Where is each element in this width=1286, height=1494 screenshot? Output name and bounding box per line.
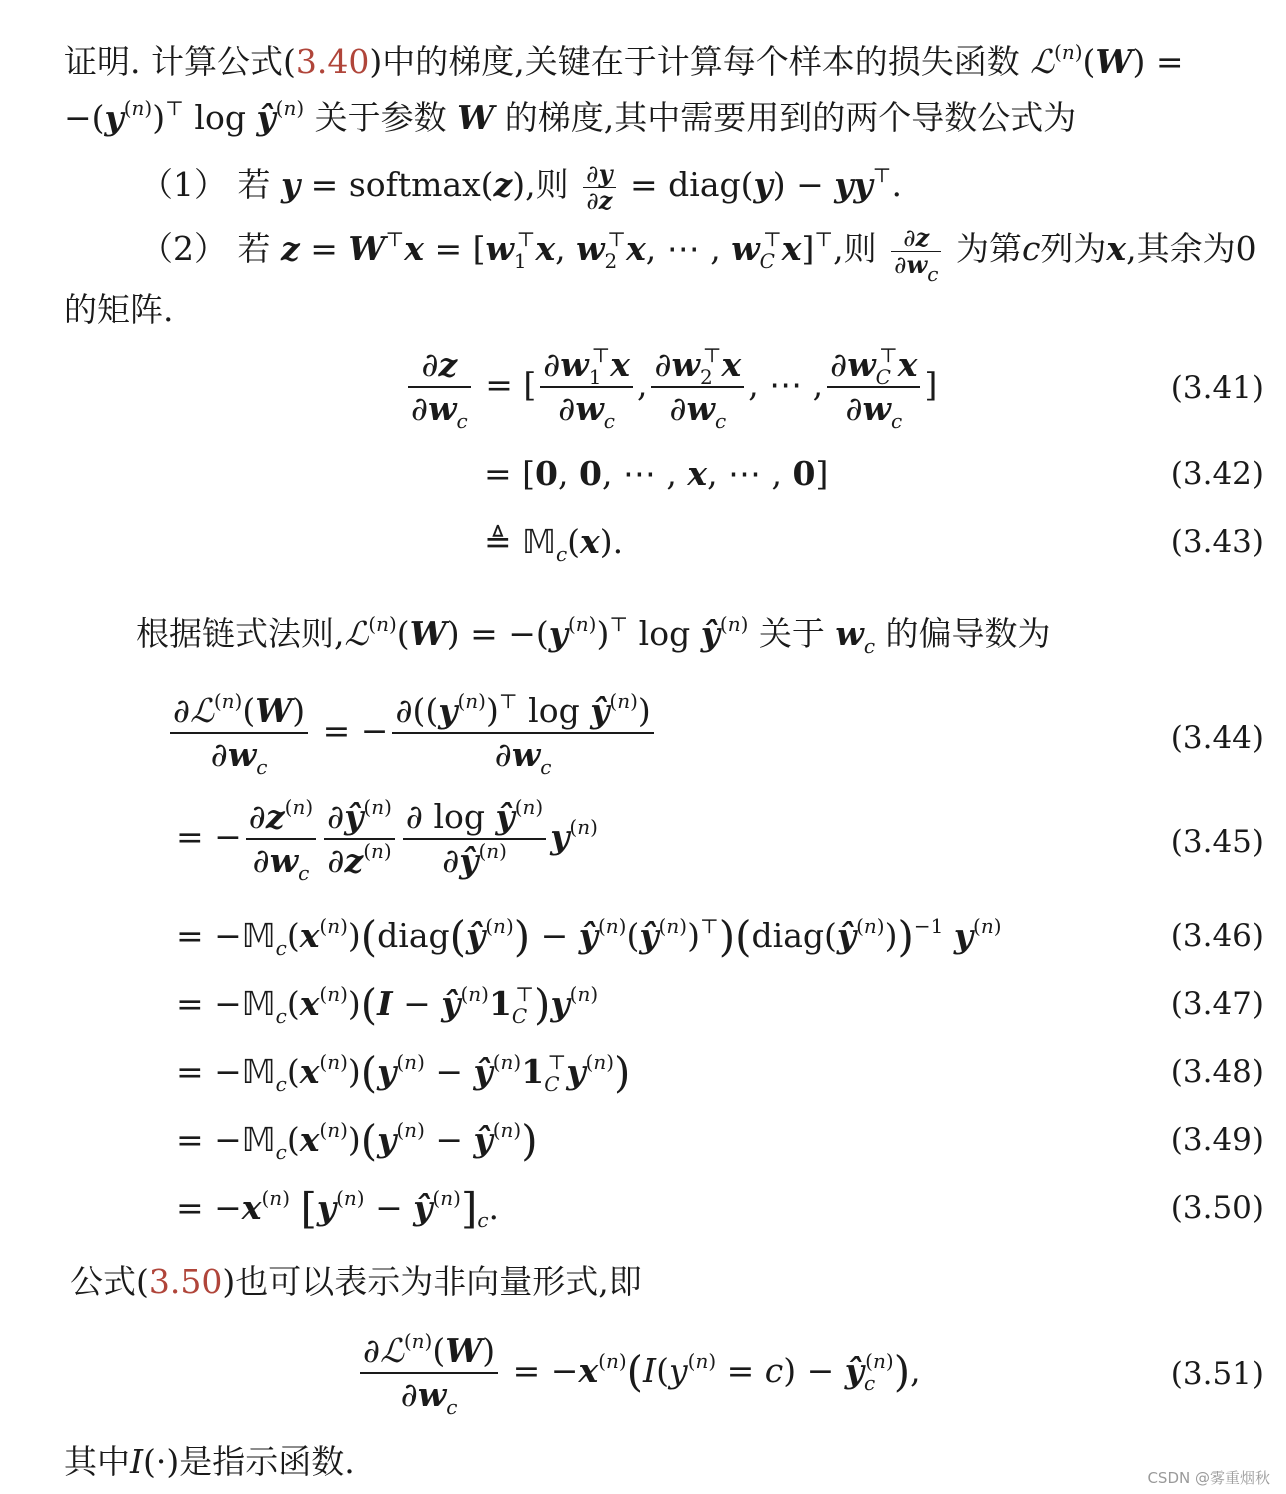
equation-3-51: $\frac{\partial ℒ^{(n)}(W)}{\partial w_c}$ = $-x^{(n)}(I(y^{(n)} = c)$ − $ŷ_c^{(n)}$), [356,1330,921,1416]
column-2-fraction: $\frac{\partial w_2^⊤x}{\partial w_c}$ [651,344,744,430]
item-1-text-b: 则 [535,165,569,204]
paragraph-1-line-2 [64,98,1076,138]
intro-text-b: )中的梯度,关键在于计算每个样本的损失函数 [369,42,1020,81]
item-2-text-e: 其余为0 [1136,229,1257,268]
intro-text-c: 关于参数 [314,98,447,137]
derivative-formula-2: （2） 若 $z = W^⊤x = [w_1^⊤x$, $w_2^⊤x$, ⋯ , $w_C^⊤x]^⊤$,则 $\frac{\partial z}{\partial w_c}$ 为第c列为x,其余为0 [140,222,1257,286]
loss-gradient-rhs: $\frac{\partial((y^{(n)})^⊤ \log ŷ^{(n)})}{\partial w_c}$ [392,690,653,776]
equation-reference-3-50[interactable]: 3.50 [148,1262,223,1301]
loss-function-expression: ℒ$^{(n)}$(W) = [1030,40,1184,81]
paragraph-4-text-a: 其中 [64,1442,130,1481]
paragraph-4: 其中I(·)是指示函数. [64,1442,355,1481]
loss-definition: $-(y^{(n)})^⊤$ $\log ŷ^{(n)}$ [64,96,305,137]
paragraph-3-text-a: 公式( [70,1262,149,1301]
equation-number-3-46: (3.46) [1170,918,1264,954]
weight-wc: w [835,614,864,653]
equation-number-3-48: (3.48) [1170,1054,1264,1090]
vector-x: x [1106,229,1127,268]
dz-dwc-fraction: $\frac{\partial z}{\partial w_c}$ [891,225,941,278]
item-2-text-c: 为第 [955,229,1022,268]
paragraph-2-text-c: 的偏导数为 [885,614,1051,653]
equation-number-3-50: (3.50) [1170,1190,1264,1226]
equation-3-47: = $-𝕄_c(x^{(n)})(I$ − $ŷ^{(n)}1_C^⊤)y^{(n)}$ [176,980,599,1029]
equation-3-49: = $-𝕄_c(x^{(n)})(y^{(n)}$ − $ŷ^{(n)}$) [176,1116,538,1165]
dz-dwc-factor: $\frac{\partial z^{(n)}}{\partial w_c}$ [246,796,316,882]
softmax-jacobian: = diag(y) − yy⊤. [630,163,902,204]
paragraph-2-text-b: 关于 [758,614,825,653]
equation-number-3-41: (3.41) [1170,370,1264,406]
equation-3-50: = $-x^{(n)}$ [$y^{(n)}$ − $ŷ^{(n)}]_c$. [176,1184,500,1233]
linear-definition: $z = W^⊤x = [w_1^⊤x$, $w_2^⊤x$, ⋯ , $w_C^⊤x]^⊤$, [281,227,844,273]
equation-3-42: = [0, 0, ⋯ , x, ⋯ , 0] [484,454,829,493]
item-1-label: （1） [140,165,227,204]
equation-number-3-49: (3.49) [1170,1122,1264,1158]
equation-3-46: = $-𝕄_c(x^{(n)})(diag(ŷ^{(n)})$ − $ŷ^{(n)}(ŷ^{(n)})^⊤)(diag(ŷ^{(n)}))^{-1}$ $y^{(n)}$ [176,912,1002,961]
paragraph-2: 根据链式法则,ℒ$^{(n)}$(W) = $-(y^{(n)})^⊤$ $\log ŷ^{(n)}$ 关于 $w_c$ 的偏导数为 [136,612,1051,658]
derivative-formula-2-continuation [64,290,174,330]
column-c-fraction: $\frac{\partial w_C^⊤x}{\partial w_c}$ [827,344,920,430]
paragraph-2-text-a: 根据链式法则, [136,614,345,653]
equation-3-41: $\frac{\partial z}{\partial w_c}$ = [ $\frac{\partial w_1^⊤x}{\partial w_c}$ , $\frac{\partial w_2^⊤x}{\partial w_c}$ , ⋯ , $\frac{\partial w_C^⊤x}{\partial w_c}$ ] [404,344,937,430]
equation-number-3-43: (3.43) [1170,524,1264,560]
paragraph-3-text-b: )也可以表示为非向量形式,即 [222,1262,642,1301]
item-2-text-d: 列为 [1040,229,1107,268]
item-1-text-a: 若 [237,165,271,204]
equation-3-48: = $-𝕄_c(x^{(n)})(y^{(n)}$ − $ŷ^{(n)}1_C^⊤y^{(n)}$) [176,1048,631,1097]
parameter-w: W [457,98,495,137]
dz-dwc-lhs: $\frac{\partial z}{\partial w_c}$ [408,344,471,430]
paragraph-1-line-1 [64,42,1183,82]
equation-number-3-47: (3.47) [1170,986,1264,1022]
dy-dz-fraction: $\frac{\partial y}{\partial z}$ [583,161,615,214]
equation-reference-3-40[interactable]: 3.40 [295,42,370,81]
item-2-label: （2） [140,229,227,268]
indicator-function: I [130,1442,144,1481]
item-2-text-f: 的矩阵. [64,290,174,329]
loss-expression: ℒ$^{(n)}$(W) = $-(y^{(n)})^⊤$ $\log ŷ^{(n)}$ [344,612,749,653]
equation-number-3-42: (3.42) [1170,456,1264,492]
item-2-text-b: 则 [843,229,877,268]
softmax-definition: y = softmax(z), [281,165,536,204]
equation-3-45: = − $\frac{\partial z^{(n)}}{\partial w_c}$ $\frac{\partial ŷ^{(n)}}{\partial z^{(n)}}$ $\frac{\partial \log ŷ^{(n)}}{\partial ŷ^{(n)}}$ $y^{(n)}$ [176,795,598,885]
equation-number-3-51: (3.51) [1170,1356,1264,1392]
intro-text-d: 的梯度,其中需要用到的两个导数公式为 [504,98,1077,137]
equation-3-43: ≜ 𝕄$_c$(x). [484,522,624,566]
proof-label: 证明. [64,42,141,81]
column-1-fraction: $\frac{\partial w_1^⊤x}{\partial w_c}$ [540,344,633,430]
dlog-dyhat-factor: $\frac{\partial \log ŷ^{(n)}}{\partial ŷ^{(n)}}$ [403,796,546,882]
watermark: CSDN @雾重烟秋 [1147,1469,1270,1487]
intro-text-a: 计算公式( [151,42,296,81]
loss-gradient-lhs: $\frac{\partial ℒ^{(n)}(W)}{\partial w_c}$ [170,690,308,776]
paragraph-4-text-b: 是指示函数. [179,1442,355,1481]
column-index-c: c [1021,229,1041,268]
equation-number-3-45: (3.45) [1170,824,1264,860]
loss-gradient-scalar-lhs: $\frac{\partial ℒ^{(n)}(W)}{\partial w_c}$ [360,1330,498,1416]
item-2-text-a: 若 [237,229,271,268]
equation-3-44: $\frac{\partial ℒ^{(n)}(W)}{\partial w_c}$ = − $\frac{\partial((y^{(n)})^⊤ \log ŷ^{(n)})}{\partial w_c}$ [166,690,658,776]
paragraph-3 [70,1262,642,1302]
derivative-formula-1 [140,158,902,214]
dyhat-dz-factor: $\frac{\partial ŷ^{(n)}}{\partial z^{(n)}}$ [324,796,395,882]
equation-number-3-44: (3.44) [1170,720,1264,756]
